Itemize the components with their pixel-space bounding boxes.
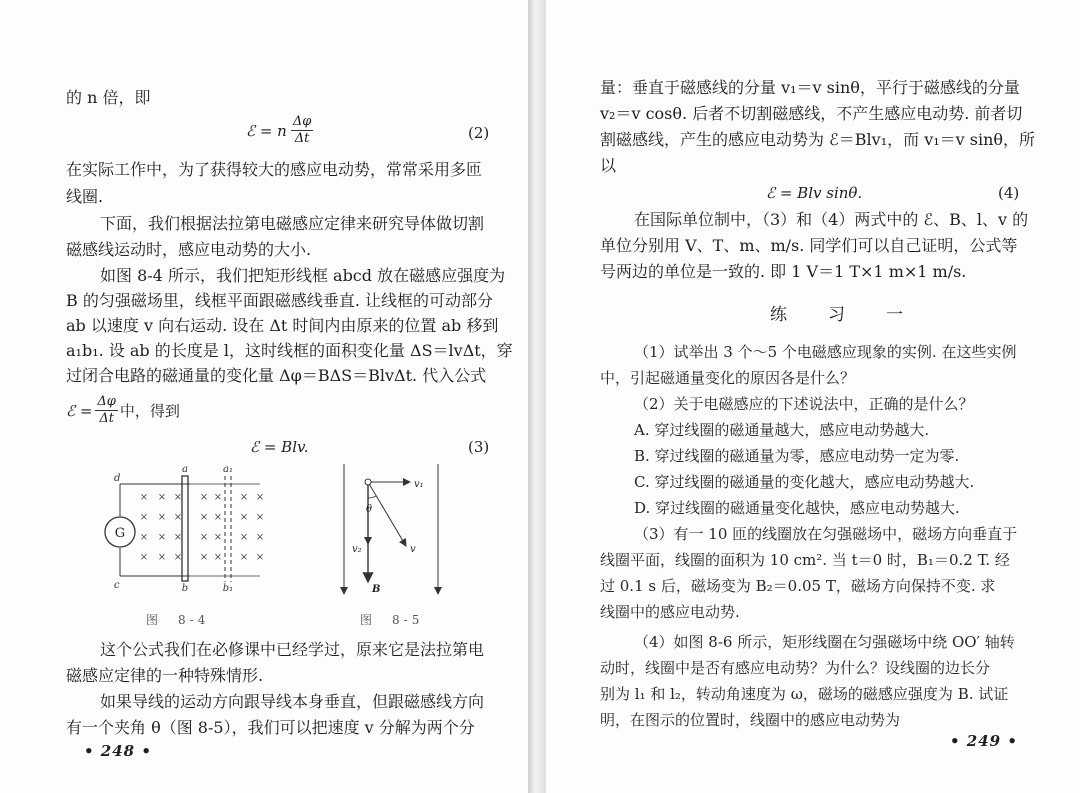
field-cross: × <box>157 552 167 563</box>
exercise-line: 动时，线圈中是否有感应电动势？为什么？设线圈的边长分 <box>600 659 991 677</box>
text-line: B 的匀强磁场里，线框平面跟磁感线垂直. 让线框的可动部分 <box>66 291 494 310</box>
label-d: d <box>114 473 121 484</box>
label-c: c <box>114 580 120 591</box>
text-line: 中，得到 <box>119 402 180 420</box>
page-number: • 249 • <box>950 732 1018 750</box>
equation-number: (2) <box>468 124 490 142</box>
exercise-line: 明，在图示的位置时，线圈中的感应电动势为 <box>600 711 901 729</box>
exercise-line: 过 0.1 s 后，磁场变为 B₂＝0.05 T，磁场方向保持不变. 求 <box>600 577 996 595</box>
field-cross: × <box>255 552 265 563</box>
equation-denominator: Δt <box>99 411 114 426</box>
exercise-option: B. 穿过线圈的磁通量为零，感应电动势一定为零. <box>634 447 960 465</box>
equation-number: (3) <box>468 438 490 456</box>
text-line: 的 n 倍，即 <box>66 88 151 107</box>
text-line: 割磁感线，产生的感应电动势为 ℰ＝Blv₁，而 v₁＝v sinθ，所 <box>600 130 1036 149</box>
label-v2: v₂ <box>352 544 362 555</box>
right-page <box>546 0 1080 793</box>
figure-8-5 <box>330 460 450 600</box>
text-line: 这个公式我们在必修课中已经学过，原来它是法拉第电 <box>100 640 485 659</box>
field-cross: × <box>139 492 149 503</box>
label-v: v <box>410 544 416 555</box>
exercise-line: （2）关于电磁感应的下述说法中，正确的是什么？ <box>634 395 974 413</box>
label-B: B <box>372 584 381 595</box>
field-cross: × <box>255 492 265 503</box>
figure-8-4-caption: 图 8-4 <box>146 613 210 627</box>
equation-numerator: Δφ <box>292 114 312 129</box>
field-cross: × <box>199 512 209 523</box>
equation-inline <box>66 394 180 427</box>
text-line: 磁感应定律的一种特殊情形. <box>66 666 264 685</box>
text-line: 号两边的单位是一致的. 即 1 V＝1 T×1 m×1 m/s. <box>600 262 967 281</box>
exercise-line: （1）试举出 3 个～5 个电磁感应现象的实例. 在这些实例 <box>634 343 1017 361</box>
figure-8-4 <box>100 462 280 592</box>
text-line: 如果导线的运动方向跟导线本身垂直，但跟磁感线方向 <box>100 692 485 711</box>
text-line: 在实际工作中，为了获得较大的感应电动势，常常采用多匝 <box>66 160 483 179</box>
field-cross: × <box>139 552 149 563</box>
page-number: • 248 • <box>84 742 152 760</box>
text-line: 磁感线运动时，感应电动势的大小. <box>66 240 312 259</box>
equation-2 <box>246 114 313 147</box>
book-gutter <box>528 0 546 793</box>
label-a1: a₁ <box>223 464 233 475</box>
field-cross: × <box>173 552 183 563</box>
label-b1: b₁ <box>222 583 234 592</box>
equation-lhs: ℰ = n <box>246 121 287 140</box>
text-line: 有一个夹角 θ（图 8-5），我们可以把速度 v 分解为两个分 <box>66 718 475 737</box>
label-theta: θ <box>366 504 373 515</box>
field-cross: × <box>157 492 167 503</box>
field-cross: × <box>213 492 223 503</box>
label-b: b <box>181 583 189 592</box>
field-cross: × <box>199 552 209 563</box>
exercise-line: 中，引起磁通量变化的原因各是什么？ <box>600 369 856 387</box>
equation-4: ℰ = Blv sinθ. <box>766 184 863 202</box>
field-cross: × <box>255 512 265 523</box>
text-line: 过闭合电路的磁通量的变化量 Δφ＝BΔS＝BlvΔt. 代入公式 <box>66 366 487 385</box>
field-cross: × <box>213 532 223 543</box>
equation-3: ℰ = Blv. <box>250 438 309 456</box>
exercise-line: 线圈中的感应电动势. <box>600 603 740 621</box>
equation-denominator: Δt <box>294 131 310 146</box>
figure-8-5-caption: 图 8-5 <box>360 613 424 627</box>
text-line: 在国际单位制中，（3）和（4）两式中的 ℰ、B、l、v 的 <box>634 210 1029 229</box>
exercise-option: D. 穿过线圈的磁通量变化越快，感应电动势越大. <box>634 499 960 517</box>
equation-lhs: ℰ = <box>66 401 93 420</box>
text-line: v₂＝v cosθ. 后者不切割磁感线，不产生感应电动势. 前者切 <box>600 104 1023 123</box>
label-v1: v₁ <box>414 479 424 490</box>
equation-number: (4) <box>998 184 1020 202</box>
text-line: a₁b₁. 设 ab 的长度是 l，这时线框的面积变化量 ΔS＝lvΔt，穿 <box>66 341 513 360</box>
field-cross: × <box>239 512 249 523</box>
exercise-heading: 练 习 一 <box>770 305 915 325</box>
text-line: 如图 8-4 所示，我们把矩形线框 abcd 放在磁感应强度为 <box>100 266 506 285</box>
field-cross: × <box>139 532 149 543</box>
galvanometer-label: G <box>114 526 126 541</box>
exercise-line: （3）有一 10 匝的线圈放在匀强磁场中，磁场方向垂直于 <box>634 525 1018 543</box>
text-line: 下面，我们根据法拉第电磁感应定律来研究导体做切割 <box>100 214 485 233</box>
field-cross: × <box>199 532 209 543</box>
field-cross: × <box>239 552 249 563</box>
text-line: 量：垂直于磁感线的分量 v₁＝v sinθ，平行于磁感线的分量 <box>600 78 1020 97</box>
exercise-line: 线圈平面，线圈的面积为 10 cm². 当 t＝0 时，B₁＝0.2 T. 经 <box>600 551 1010 569</box>
field-cross: × <box>173 532 183 543</box>
field-cross: × <box>173 512 183 523</box>
text-line: ab 以速度 v 向右运动. 设在 Δt 时间内由原来的位置 ab 移到 <box>66 316 499 335</box>
field-cross: × <box>173 492 183 503</box>
exercise-option: C. 穿过线圈的磁通量的变化越大，感应电动势越大. <box>634 473 975 491</box>
exercise-line: （4）如图 8-6 所示，矩形线圈在匀强磁场中绕 OO′ 轴转 <box>634 633 1015 651</box>
left-page <box>0 0 528 793</box>
exercise-option: A. 穿过线圈的磁通量越大，感应电动势越大. <box>634 421 930 439</box>
field-cross: × <box>157 532 167 543</box>
field-cross: × <box>139 512 149 523</box>
field-cross: × <box>213 552 223 563</box>
field-cross: × <box>239 532 249 543</box>
equation-numerator: Δφ <box>97 394 116 409</box>
field-cross: × <box>199 492 209 503</box>
exercise-line: 别为 l₁ 和 l₂，转动角速度为 ω，磁场的磁感应强度为 B. 试证 <box>600 685 1009 703</box>
text-line: 线圈. <box>66 187 104 206</box>
field-cross: × <box>239 492 249 503</box>
text-line: 单位分别用 V、T、m、m/s. 同学们可以自己证明，公式等 <box>600 236 1018 255</box>
field-cross: × <box>255 532 265 543</box>
field-cross: × <box>157 512 167 523</box>
field-cross: × <box>213 512 223 523</box>
text-line: 以 <box>600 156 617 175</box>
label-a: a <box>182 464 188 475</box>
